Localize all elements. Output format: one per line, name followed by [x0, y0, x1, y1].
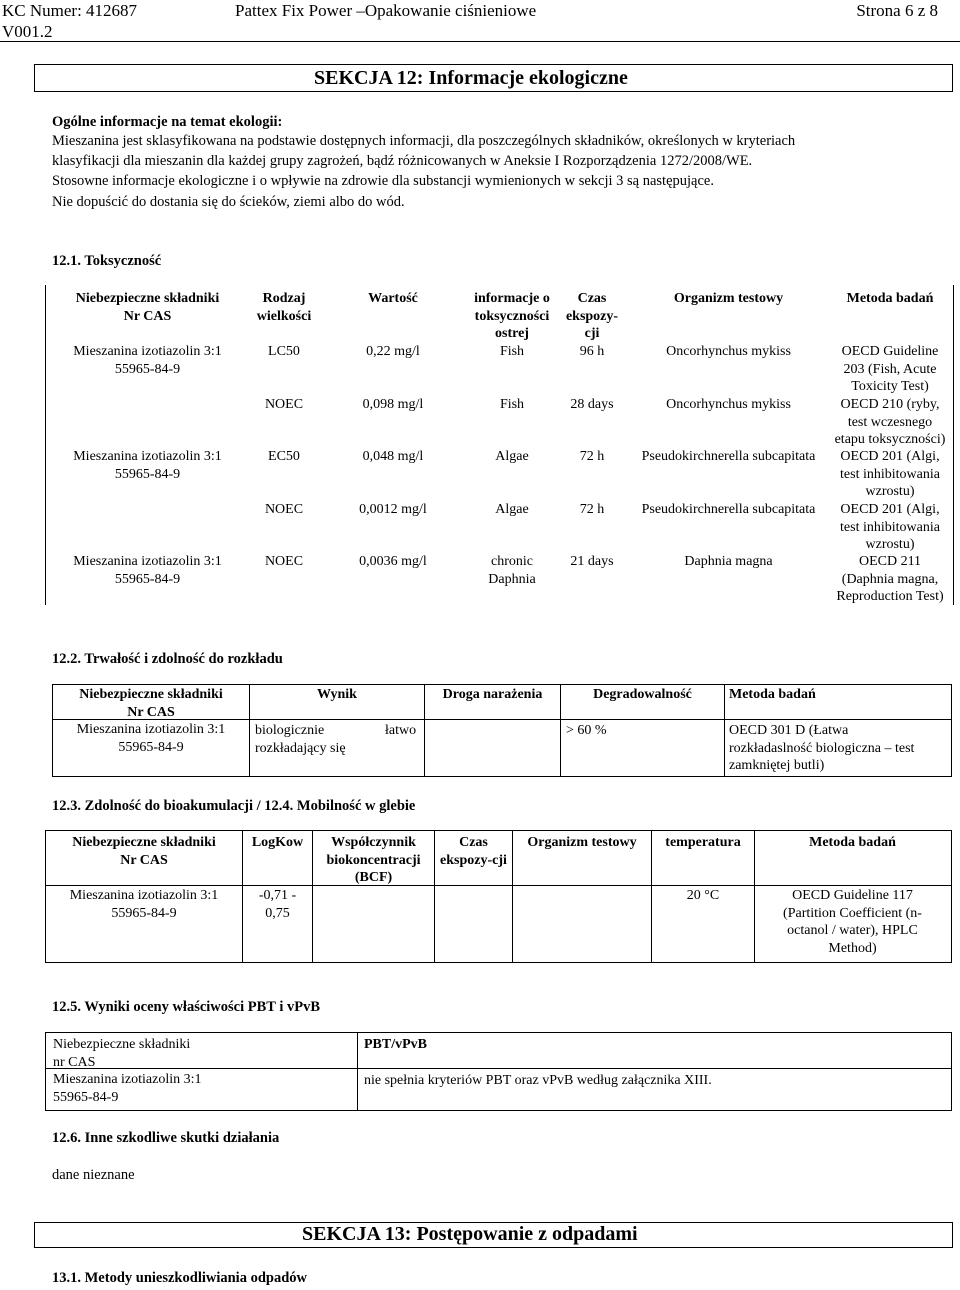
- tox-r5-method-1: OECD 211: [858, 554, 922, 569]
- tox-h-info1: informacje o: [474, 291, 550, 306]
- deg-comp-name: Mieszanina izotiazolin 3:1: [76, 722, 226, 737]
- tox-h-time3: cji: [584, 326, 600, 341]
- bio-logkow-1: -0,71 -: [258, 888, 297, 903]
- header-rule: [0, 41, 960, 42]
- tox-r3-method-2: test inhibitowania: [840, 466, 940, 482]
- tox-r4-info: Algae: [495, 502, 529, 517]
- tox-r5-method-2: (Daphnia magna,: [841, 571, 939, 587]
- bio-logkow: [243, 887, 312, 922]
- tox-r1-info: Fish: [499, 344, 525, 359]
- tox-component-2: [46, 448, 249, 483]
- tox-r4-method-3: wzrostu): [865, 537, 915, 552]
- bio-method: [755, 887, 950, 957]
- pbt-h-comp2: nr CAS: [53, 1054, 96, 1070]
- deg-comp-cas: 55965-84-9: [118, 739, 184, 755]
- bio-h-temperature: temperatura: [665, 835, 741, 850]
- tox-r2-time: 28 days: [570, 397, 614, 412]
- tox-r3-value: 0,048 mg/l: [362, 449, 424, 464]
- general-line-4: Nie dopuścić do dostania się do ścieków, ziemi albo do wód.: [52, 194, 405, 210]
- bio-h-method: Metoda badań: [809, 835, 896, 850]
- deg-component: [53, 686, 249, 756]
- tox-r2-value: 0,098 mg/l: [362, 397, 424, 412]
- bio-method-1: OECD Guideline 117: [792, 888, 913, 903]
- deg-method-2: rozkładaslność biologiczna – test: [729, 740, 915, 756]
- bio-h-component: [46, 834, 242, 869]
- version: V001.2: [2, 22, 53, 41]
- tox-h-info3: ostrej: [495, 326, 529, 341]
- bio-h-bcf2: biokoncentracji: [326, 852, 421, 868]
- tox-r4-time: 72 h: [579, 502, 605, 517]
- pbt-comp-name: Mieszanina izotiazolin 3:1: [53, 1072, 202, 1087]
- tox-h-type: [251, 290, 317, 325]
- pbt-component: [53, 1036, 202, 1106]
- other-effects-heading: 12.6. Inne szkodliwe skutki działania: [52, 1130, 280, 1146]
- bio-logkow-2: 0,75: [265, 905, 290, 921]
- tox-r5-method-3: Reproduction Test): [836, 589, 944, 604]
- tox-r1-value: 0,22 mg/l: [366, 344, 420, 359]
- tox-r2-method-1: OECD 210 (ryby,: [840, 397, 940, 412]
- deg-result-2: rozkładający się: [255, 741, 346, 756]
- bio-h-time1: Czas: [459, 835, 488, 850]
- tox-r1-method: [826, 343, 954, 396]
- tox-r5-organism: Daphnia magna: [684, 554, 773, 569]
- tox-r3-info: Algae: [495, 449, 529, 464]
- tox-component-3: [46, 553, 249, 588]
- tox-h-time: [558, 290, 626, 343]
- general-heading: Ogólne informacje na temat ekologii:: [52, 114, 283, 130]
- bio-method-4: Method): [828, 940, 877, 956]
- tox-r2-method: [826, 396, 954, 449]
- bioaccumulation-heading: 12.3. Zdolność do bioakumulacji / 12.4. Mobilność w glebie: [52, 798, 416, 814]
- deg-method-1: OECD 301 D (Łatwa: [729, 723, 849, 738]
- tox-r5-value: 0,0036 mg/l: [359, 554, 427, 569]
- tox-r4-method-2: test inhibitowania: [840, 519, 940, 535]
- tox-h-info: [466, 290, 558, 343]
- tox-r2-info: Fish: [499, 397, 525, 412]
- bio-h-bcf: [313, 834, 434, 887]
- tox-r5-info-2: Daphnia: [488, 571, 536, 587]
- bio-temperature: 20 °C: [686, 888, 720, 903]
- bio-comp-cas: 55965-84-9: [111, 905, 177, 921]
- deg-method-3: zamkniętej butli): [729, 758, 825, 773]
- tox-comp3-name: Mieszanina izotiazolin 3:1: [73, 554, 222, 569]
- tox-r3-method-1: OECD 201 (Algi,: [840, 449, 940, 464]
- general-line-2: klasyfikacji dla mieszanin dla każdej grupy zagrożeń, bądź różnicowanych w Aneksie I Rozporządzenia 1272/2008/WE.: [52, 153, 753, 169]
- tox-r5-info: [466, 553, 558, 588]
- tox-r2-organism: Oncorhynchus mykiss: [666, 397, 791, 412]
- tox-r4-method-1: OECD 201 (Algi,: [840, 502, 940, 517]
- tox-r3-time: 72 h: [579, 449, 605, 464]
- deg-h-method: Metoda badań: [729, 687, 816, 702]
- tox-r1-method-3: Toxicity Test): [851, 379, 929, 394]
- pbt-comp-cas: 55965-84-9: [53, 1089, 119, 1105]
- tox-r2-method-3: etapu toksyczności): [834, 432, 946, 447]
- tox-comp2-name: Mieszanina izotiazolin 3:1: [73, 449, 222, 464]
- tox-r1-organism: Oncorhynchus mykiss: [666, 344, 791, 359]
- section-12-title: SEKCJA 12: Informacje ekologiczne: [314, 67, 628, 89]
- tox-r3-type: EC50: [268, 449, 300, 464]
- tox-r2-type: NOEC: [264, 397, 304, 412]
- deg-col-rule-4: [724, 684, 725, 776]
- tox-r1-type: LC50: [268, 344, 300, 359]
- tox-h-time2: ekspozy-: [565, 308, 619, 324]
- tox-comp1-name: Mieszanina izotiazolin 3:1: [73, 344, 222, 359]
- degradation-heading: 12.2. Trwałość i zdolność do rozkładu: [52, 651, 283, 667]
- deg-result-1b: łatwo: [385, 723, 417, 738]
- tox-r1-method-1: OECD Guideline: [841, 344, 939, 359]
- bio-h-time: [435, 834, 512, 869]
- toxicity-heading: 12.1. Toksyczność: [52, 253, 162, 269]
- tox-h-organism: Organizm testowy: [673, 291, 784, 306]
- deg-degradability: > 60 %: [566, 723, 607, 738]
- pbt-col-rule: [357, 1032, 358, 1110]
- bio-component: [46, 887, 242, 922]
- bio-h-bcf3: (BCF): [354, 870, 393, 885]
- product-name: Pattex Fix Power –Opakowanie ciśnieniowe: [235, 1, 537, 20]
- tox-r2-method-2: test wczesnego: [847, 414, 933, 430]
- tox-h-method: Metoda badań: [846, 291, 934, 306]
- bio-comp-name: Mieszanina izotiazolin 3:1: [69, 888, 219, 903]
- page-number: Strona 6 z 8: [856, 1, 938, 20]
- tox-r1-time: 96 h: [579, 344, 605, 359]
- kc-number: KC Numer: 412687: [2, 1, 138, 20]
- general-line-1: Mieszanina jest sklasyfikowana na podstawie dostępnych informacji, dla poszczególnych składników, określonych w kryteriach: [52, 133, 796, 149]
- pbt-h-comp1: Niebezpieczne składniki: [53, 1037, 191, 1052]
- deg-h-comp2: Nr CAS: [127, 704, 175, 720]
- bio-h-comp1: Niebezpieczne składniki: [72, 835, 216, 850]
- pbt-h-value: PBT/vPvB: [364, 1037, 428, 1052]
- bio-method-3: octanol / water), HPLC: [787, 923, 918, 938]
- bio-h-time2: ekspozy-cji: [440, 852, 507, 868]
- tox-h-comp2: Nr CAS: [123, 308, 172, 324]
- general-line-3: Stosowne informacje ekologiczne i o wpływie na zdrowie dla substancji wymienionych w sekcji 3 są następujące.: [52, 173, 714, 189]
- tox-r4-value: 0,0012 mg/l: [359, 502, 427, 517]
- tox-comp1-cas: 55965-84-9: [114, 361, 181, 377]
- tox-r5-time: 21 days: [570, 554, 614, 569]
- tox-h-comp1: Niebezpieczne składniki: [75, 291, 220, 306]
- tox-r5-method: [826, 553, 954, 606]
- deg-method: [729, 722, 914, 775]
- tox-h-component: [46, 290, 249, 325]
- deg-h-degradability: Degradowalność: [593, 687, 692, 702]
- tox-r4-type: NOEC: [264, 502, 304, 517]
- bio-method-2: (Partition Coefficient (n-: [783, 905, 922, 921]
- deg-h-result: Wynik: [317, 687, 357, 702]
- pbt-heading: 12.5. Wyniki oceny właściwości PBT i vPvB: [52, 999, 321, 1015]
- tox-h-time1: Czas: [577, 291, 607, 306]
- tox-component-1: [46, 343, 249, 378]
- bio-h-comp2: Nr CAS: [120, 852, 168, 868]
- tox-r5-type: NOEC: [264, 554, 304, 569]
- tox-comp2-cas: 55965-84-9: [114, 466, 181, 482]
- section-13-title: SEKCJA 13: Postępowanie z odpadami: [302, 1223, 638, 1245]
- pbt-value: nie spełnia kryteriów PBT oraz vPvB według załącznika XIII.: [364, 1073, 712, 1088]
- deg-result-1a: biologicznie: [255, 723, 325, 738]
- tox-h-type2: wielkości: [256, 308, 312, 324]
- deg-h-route: Droga narażenia: [442, 687, 543, 702]
- tox-comp3-cas: 55965-84-9: [114, 571, 181, 587]
- other-effects-value: dane nieznane: [52, 1167, 135, 1183]
- tox-r1-method-2: 203 (Fish, Acute: [843, 361, 937, 377]
- tox-h-type1: Rodzaj: [262, 291, 306, 306]
- tox-r3-organism: Pseudokirchnerella subcapitata: [641, 449, 816, 464]
- tox-h-value: Wartość: [368, 291, 418, 306]
- bio-h-logkow: LogKow: [251, 835, 304, 850]
- bio-h-organism: Organizm testowy: [527, 835, 637, 850]
- bio-row-rule: [45, 885, 951, 886]
- bio-h-bcf1: Współczynnik: [331, 835, 416, 850]
- tox-h-info2: toksyczności: [474, 308, 550, 324]
- tox-r4-organism: Pseudokirchnerella subcapitata: [641, 502, 816, 517]
- tox-r3-method: [826, 448, 954, 501]
- tox-r5-info-1: chronic: [491, 554, 533, 569]
- tox-r3-method-3: wzrostu): [865, 484, 915, 499]
- deg-h-comp1: Niebezpieczne składniki: [79, 687, 223, 702]
- tox-r4-method: [826, 501, 954, 554]
- waste-methods-heading: 13.1. Metody unieszkodliwiania odpadów: [52, 1270, 308, 1286]
